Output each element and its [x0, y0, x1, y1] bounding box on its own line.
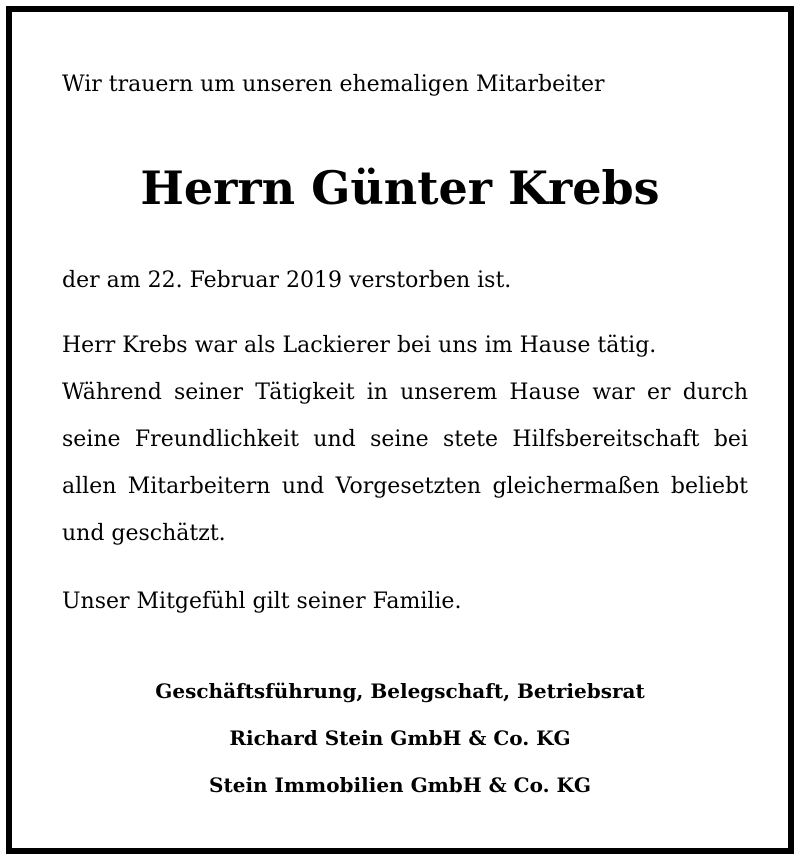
sympathy-text: Unser Mitgefühl gilt seiner Familie. [62, 589, 462, 614]
deceased-name: Herrn Günter Krebs [140, 161, 660, 215]
tribute-paragraph [62, 322, 748, 557]
signature-block [12, 668, 788, 809]
signature-line-company-2: Stein Immobilien GmbH & Co. KG [209, 773, 591, 797]
tribute-line: seine Freundlichkeit und seine stete Hilfsbereitschaft bei [62, 427, 748, 452]
obituary-notice [6, 6, 794, 854]
signature-line-staff: Geschäftsführung, Belegschaft, Betriebsrat [155, 679, 645, 703]
tribute-line: Während seiner Tätigkeit in unserem Hause war er durch [62, 380, 748, 405]
tribute-line: und geschätzt. [62, 521, 226, 546]
intro-text: Wir trauern um unseren ehemaligen Mitarbeiter [62, 72, 605, 97]
tribute-line: Herr Krebs war als Lackierer bei uns im Hause tätig. [62, 333, 657, 358]
tribute-line: allen Mitarbeitern und Vorgesetzten gleichermaßen beliebt [62, 474, 748, 499]
signature-line-company: Richard Stein GmbH & Co. KG [229, 726, 571, 750]
death-date-text: der am 22. Februar 2019 verstorben ist. [62, 268, 512, 293]
